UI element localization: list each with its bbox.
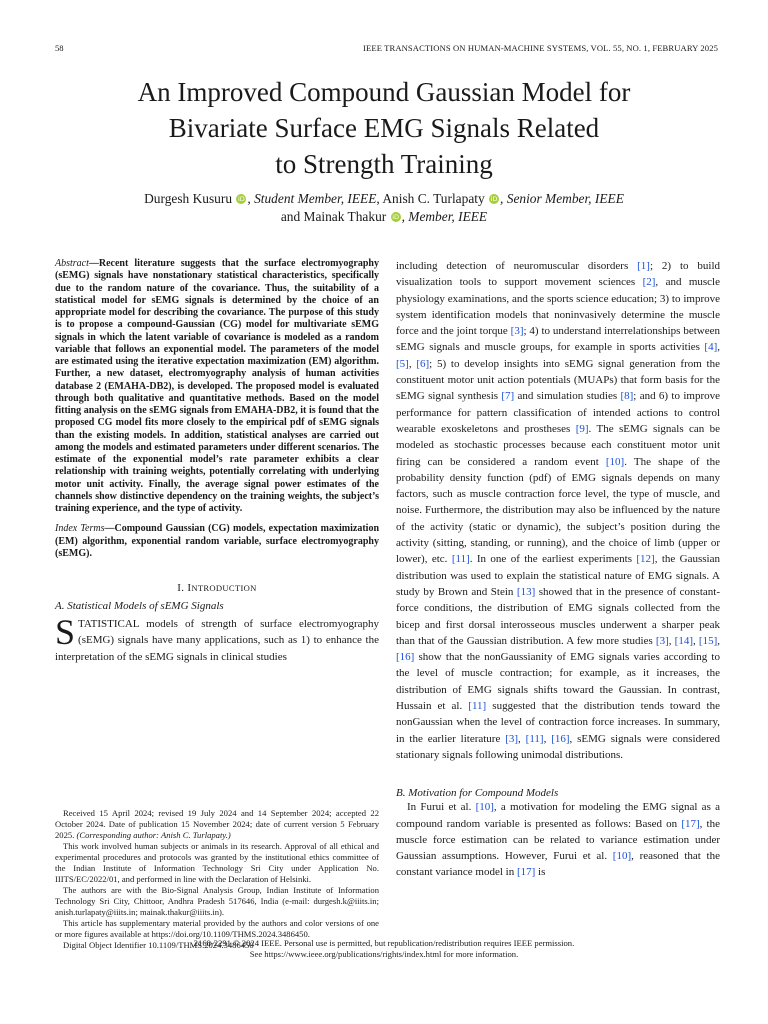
- right-column: [396, 258, 720, 881]
- citation-link[interactable]: [11]: [468, 700, 487, 713]
- journal-header: IEEE TRANSACTIONS ON HUMAN-MACHINE SYSTEMS, VOL. 55, NO. 1, FEBRUARY 2025: [363, 43, 718, 53]
- title-line-1: An Improved Compound Gaussian Model for: [137, 77, 631, 107]
- citation-link[interactable]: [9]: [575, 422, 589, 435]
- footnote-ethics: This work involved human subjects or animals in its research. Approval of all ethical and experimental procedures and protocols was granted by the institutional ethics committee of the Indian Institute of Information Technology Sri City under Application No. IIITS/EC/2022/01, and performed in line with the Declaration of Helsinki.: [55, 841, 379, 884]
- citation-link[interactable]: [1]: [637, 260, 650, 272]
- citation-link[interactable]: [15]: [698, 634, 718, 647]
- citation-link[interactable]: [16]: [396, 651, 415, 664]
- index-terms: [55, 523, 379, 560]
- body-text: including detection of neuromuscular disorders: [396, 260, 638, 272]
- body-text: ,: [717, 634, 720, 647]
- section-heading-introduction: I. INTRODUCTION: [177, 582, 257, 594]
- body-text: , the muscle force estimation can be related to variance estimation under Gaussian assumptions. However, Furui et al.: [396, 817, 720, 863]
- left-column: [55, 258, 379, 665]
- citation-link[interactable]: [3]: [510, 325, 524, 338]
- author-list: [0, 190, 768, 226]
- body-text: , and muscle physiology examinations, and the sports science education; 3) to improve system identification models that noninvasively determine the muscle force and the joint torque: [396, 276, 720, 338]
- body-text: showed that in the presence of constant-force conditions, the distribution of EMG signals collected from the bicep and first dorsal interosseous muscles underwent a sharper peak than that of the Gaussian distribution. A few more studies: [396, 585, 720, 647]
- abstract-label: Abstract: [55, 258, 89, 269]
- drop-cap: S: [55, 612, 76, 652]
- author-2-role: , Senior Member, IEEE: [500, 191, 624, 206]
- footnote-affiliation: The authors are with the Bio-Signal Analysis Group, Indian Institute of Information Technology Sri City, Chittoor, Andhra Pradesh 517646, India (e-mail: durgesh.k@iiits.in; anish.turlapaty@iiits.in; mainak.thakur@iiits.in).: [55, 885, 379, 917]
- citation-link[interactable]: [13]: [516, 585, 536, 598]
- title-line-2: Bivariate Surface EMG Signals Related: [168, 113, 600, 143]
- body-text: , the Gaussian distribution was used to explain the statistical nature of EMG signals. A study by Brown and Stein: [396, 553, 720, 598]
- body-text: is: [535, 866, 546, 879]
- citation-link[interactable]: [12]: [636, 553, 655, 566]
- citation-link[interactable]: [10]: [612, 850, 632, 863]
- body-text: . In one of the earliest experiments: [469, 553, 637, 566]
- citation-link[interactable]: [11]: [451, 553, 470, 566]
- body-text: . The shape of the probability density function (pdf) of EMG signals depends on many factors, such as muscle contraction force level, the type of muscle, and noise. Furthermore, the distribution may also be influenced by the nature of the activity (static or dynamic), the subject’s position during the activity (sitting, standing, or running), and the choice of limb (upper or lower), etc.: [396, 455, 720, 566]
- orcid-icon[interactable]: iD: [392, 213, 399, 221]
- citation-link[interactable]: [14]: [674, 634, 693, 647]
- orcid-icon[interactable]: iD: [237, 195, 245, 203]
- subsection-heading-a: A. Statistical Models of sEMG Signals: [55, 600, 224, 612]
- citation-link[interactable]: [17]: [516, 866, 536, 879]
- citation-link[interactable]: [16]: [551, 732, 570, 745]
- citation-link[interactable]: [6]: [416, 357, 430, 370]
- citation-link[interactable]: [4]: [704, 341, 718, 354]
- citation-link[interactable]: [10]: [605, 455, 625, 468]
- copyright-line-1: 2168-2291 © 2024 IEEE. Personal use is permitted, but republication/redistribution requires IEEE permission.: [193, 938, 575, 948]
- body-text: , reasoned that the constant variance model in: [396, 850, 720, 879]
- citation-link[interactable]: [17]: [681, 817, 700, 830]
- author-1-role: , Student Member, IEEE: [247, 191, 377, 206]
- copyright-line-2[interactable]: See https://www.ieee.org/publications/rights/index.html for more information.: [249, 949, 519, 959]
- subsection-heading-b: B. Motivation for Compound Models: [396, 787, 559, 800]
- author-3-role: , Member, IEEE: [401, 209, 488, 224]
- body-text: ,: [518, 732, 526, 745]
- body-text: . The sEMG signals can be modeled as stochastic processes because each constituent motor unit firing can be considered a random event: [396, 422, 720, 468]
- body-text: ,: [543, 732, 552, 745]
- motivation-paragraph: [396, 799, 720, 880]
- body-text: and simulation studies: [514, 390, 621, 403]
- index-terms-text: —Compound Gaussian (CG) models, expectation maximization (EM) algorithm, exponential random variable, surface electromyography (sEMG).: [55, 523, 380, 559]
- body-text: , sEMG signals were considered stationary signals following unimodal distributions.: [396, 732, 720, 761]
- paper-title: [0, 74, 768, 182]
- author-line-2: [0, 208, 768, 226]
- body-text: ; 5) to develop insights into sEMG signal generation from the constituent motor unit action potentials (MUAPs) that form basis for the sEMG signal synthesis: [396, 357, 720, 403]
- body-text: ,: [408, 357, 417, 370]
- index-terms-label: Index Terms: [55, 523, 105, 535]
- body-text: ; 4) to understand interrelationships between sEMG signals and muscle groups, for example in sports activities: [396, 325, 721, 354]
- body-text: ,: [693, 634, 699, 647]
- citation-link[interactable]: [3]: [505, 732, 519, 745]
- citation-link[interactable]: [11]: [525, 732, 544, 745]
- footnote-received: Received 15 April 2024; revised 19 July 2024 and 14 September 2024; accepted 22 October 2024. Date of publication 15 November 2024; date of current version 5 February 2025. (Corresponding author: Anish C. Turlapaty.): [55, 808, 379, 840]
- intro-continued-paragraph: [396, 258, 720, 763]
- citation-link[interactable]: [10]: [475, 801, 494, 814]
- body-text: In Furui et al.: [407, 801, 476, 814]
- citation-link[interactable]: [5]: [396, 357, 409, 370]
- orcid-icon[interactable]: iD: [490, 195, 498, 203]
- footnote: [55, 808, 379, 951]
- abstract: [55, 258, 379, 515]
- copyright-notice: [0, 938, 768, 960]
- citation-link[interactable]: [7]: [501, 390, 515, 403]
- body-text: , a motivation for modeling the EMG signal as a compound random variable is presented as follows: Based on: [396, 801, 720, 830]
- body-text: ,: [668, 634, 675, 647]
- page-number: 58: [55, 43, 64, 53]
- citation-link[interactable]: [8]: [620, 390, 634, 403]
- body-text: show that the nonGaussianity of EMG signals varies according to the level of muscle contraction; for example, as it increases, the distribution of EMG signals shifts toward the Gaussian. In contrast, Hussain et al.: [396, 651, 720, 713]
- author-2-name: , Anish C. Turlapaty: [376, 191, 485, 206]
- footnote-doi: Digital Object Identifier 10.1109/THMS.2024.3486450: [63, 940, 254, 950]
- author-3-name: and Mainak Thakur: [280, 209, 387, 224]
- body-text: ; 2) to build visualization tools to support movement sciences: [396, 260, 720, 289]
- footnote-supplementary[interactable]: This article has supplementary material provided by the authors and color versions of one or more figures available at https://doi.org/10.1109/THMS.2024.3486450.: [55, 918, 379, 939]
- title-line-3: to Strength Training: [275, 149, 493, 179]
- abstract-text: —Recent literature suggests that the surface electromyography (sEMG) signals have nonstationary statistical characteristics, specifically due to the random nature of the covariance. Thus, the suitability of a statistical model for sEMG signals is determined by the choice of an appropriate model for describing the covariance. The purpose of this study is to propose a compound-Gaussian (CG) model for multivariate sEMG signals in which the latent variable of covariance is modeled as a random variable that follows an exponential model. The parameters of the model are estimated using the iterative expectation maximization (EM) algorithm. Further, a new dataset, electromyography analysis of human activities database 2 (EMAHA-DB2), is developed. The proposed model is evaluated through both qualitative and quantitative methods. Based on the model fitting analysis on the sEMG signals from EMAHA-DB2, it is found that the proposed CG model fits more closely to the empirical pdf of sEMG signals than the existing models. In addition, statistical analyses are carried out among the models and estimated parameters under different scenarios. The estimate of the exponential model’s rate parameter exhibits a clear relationship with training weights, potentially correlating with underlying motor unit activity. Finally, the average signal power estimates of the channels show distinctive dependency on the training weights, the subject’s training experience, and the type of activity.: [55, 258, 379, 514]
- body-text: suggested that the distribution tends toward the nonGaussian when the level of contraction force increases. In summary, in the earlier literature: [396, 700, 720, 745]
- body-text: ,: [717, 341, 720, 354]
- author-line-1: [0, 190, 768, 208]
- author-1-name: Durgesh Kusuru: [144, 191, 233, 206]
- citation-link[interactable]: [3]: [655, 634, 669, 647]
- intro-paragraph: STATISTICAL models of strength of surface electromyography (sEMG) signals have many applications, such as 1) to enhance the interpretation of the sEMG signals in clinical studies: [55, 612, 379, 663]
- citation-link[interactable]: [2]: [642, 276, 656, 289]
- body-text: ; and 6) to improve performance for pattern classification of intended actions to control wearable exoskeletons and prostheses: [396, 390, 720, 435]
